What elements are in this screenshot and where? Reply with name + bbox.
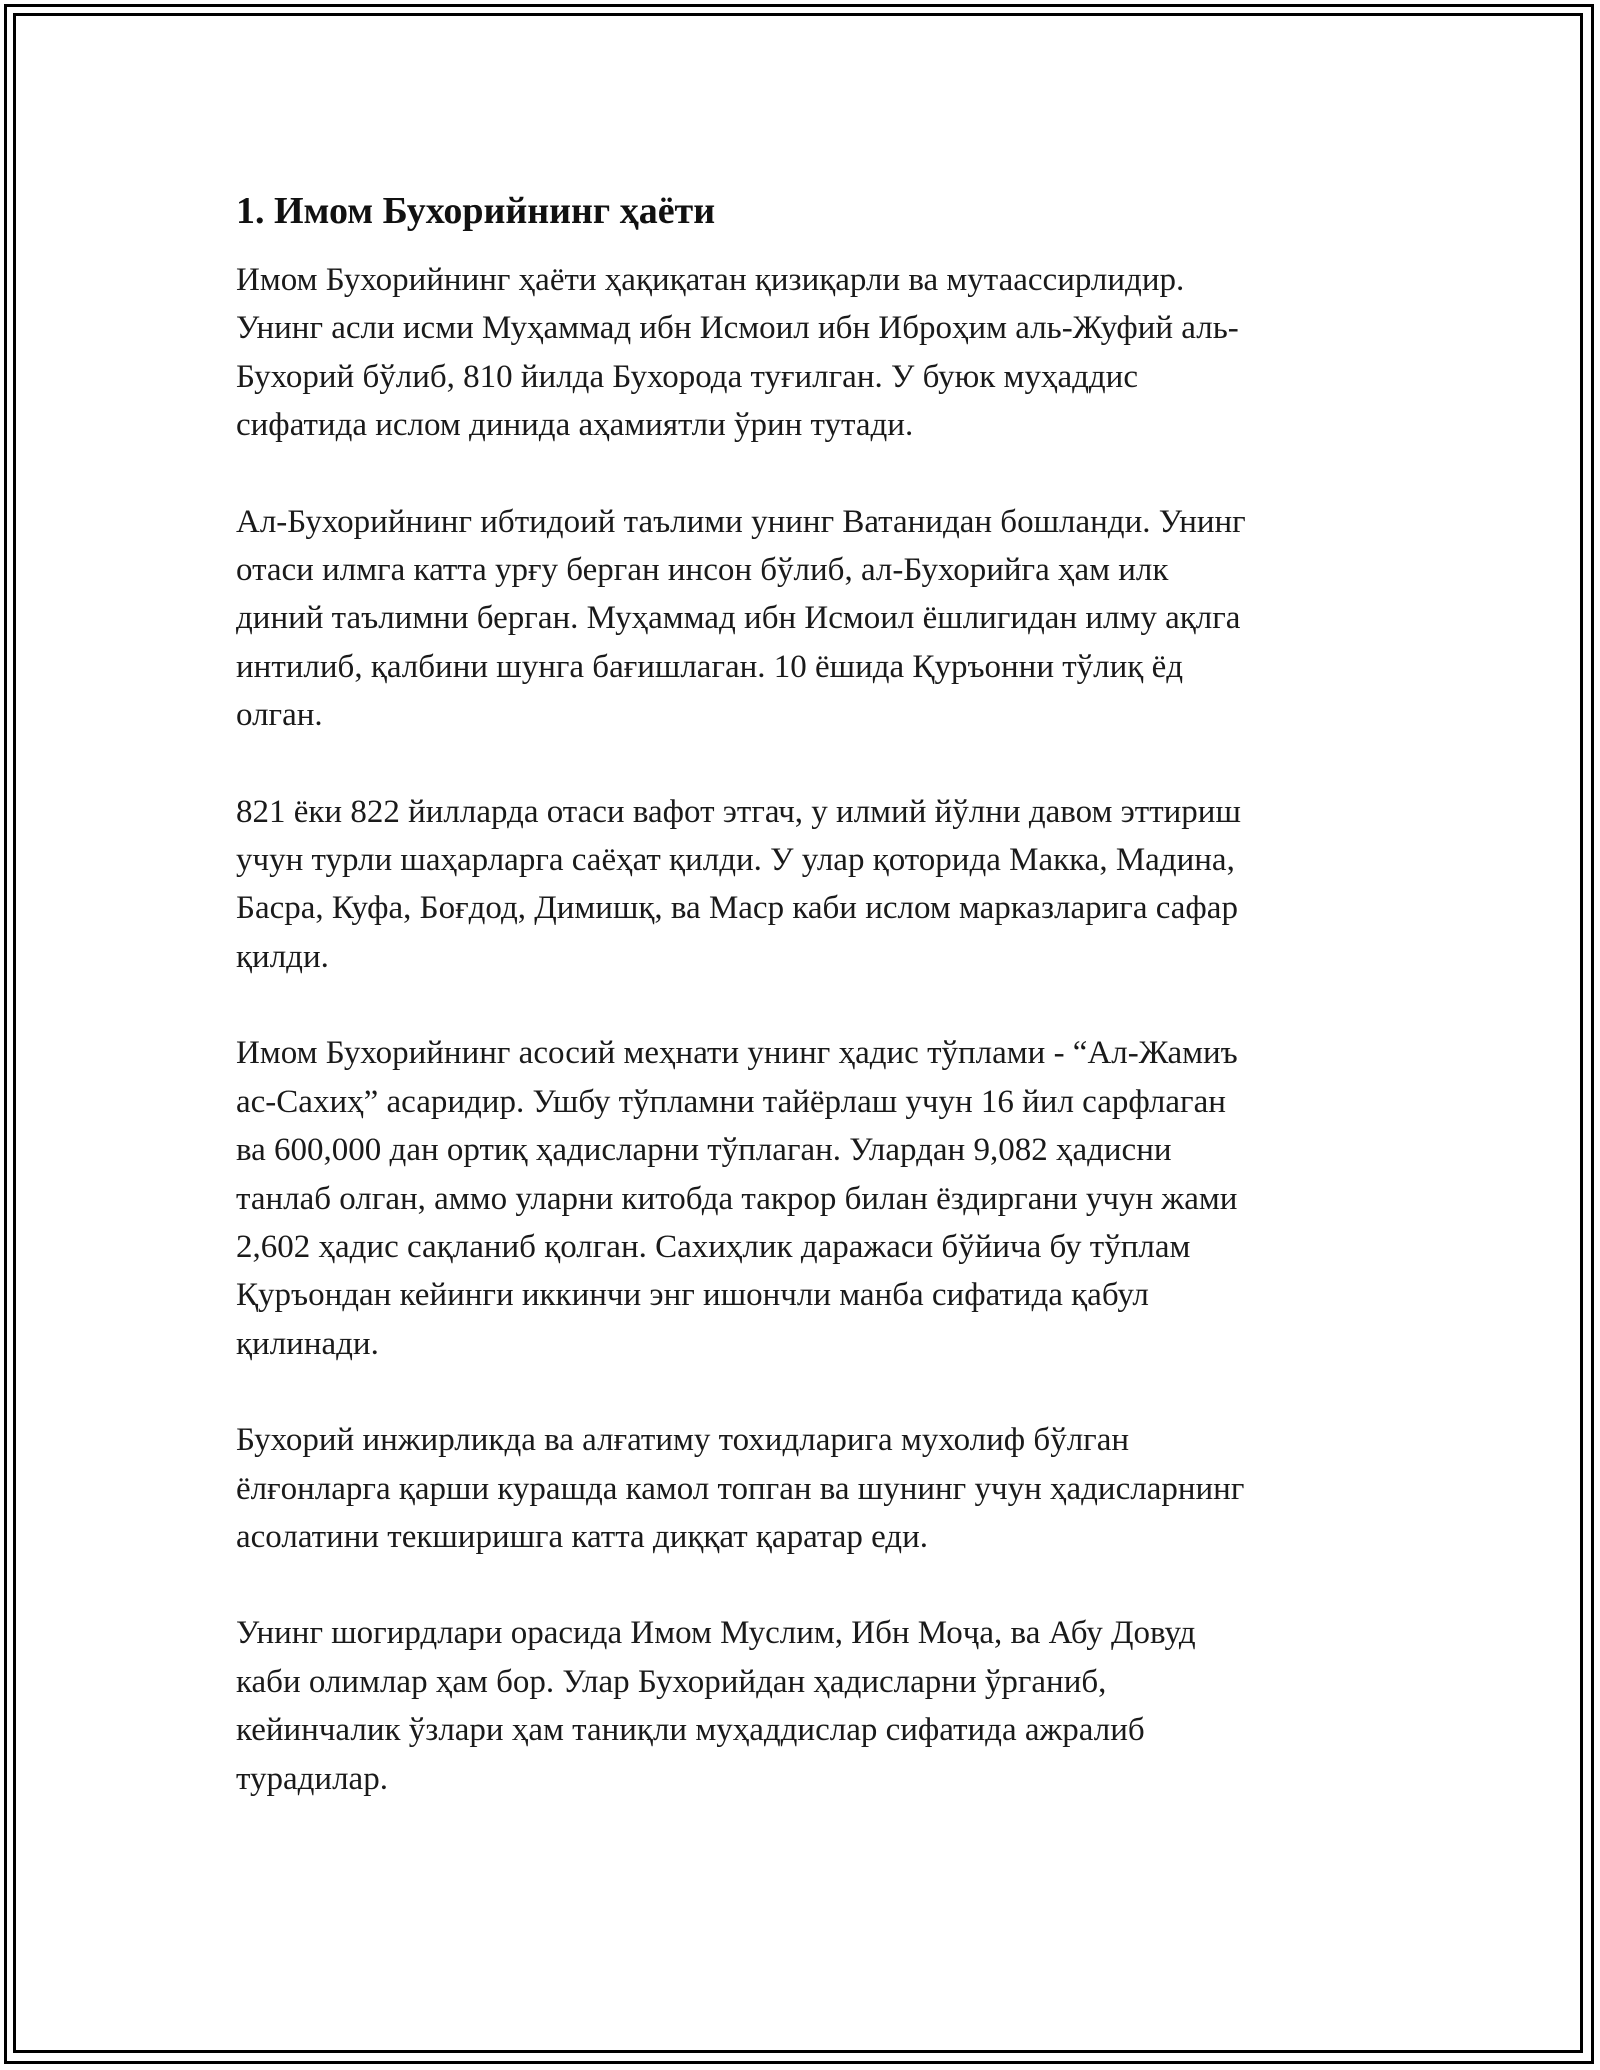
page-title: 1. Имом Бухорийнинг ҳаёти bbox=[236, 190, 716, 232]
paragraph-2: Ал-Бухорийнинг ибтидоий таълими унинг Ватанидан бошланди. Унинг отаси илмга катта урғу берган инсон бўлиб, ал-Бухорийга ҳам илк диний таълимни берган. Муҳаммад ибн Исмоил ёшлигидан илму ақлга интилиб, қалбини шунга бағишлаган. 10 ёшида Қуръонни тўлиқ ёд олган. bbox=[236, 503, 1246, 734]
paragraph-4: Имом Бухорийнинг асосий меҳнати унинг ҳадис тўплами - “Ал-Жамиъ ас-Сахиҳ” асаридир. Ушбу тўпламни тайёрлаш учун 16 йил сарфлаган ва 600,000 дан ортиқ ҳадисларни тўплаган. Улардан 9,082 ҳадисни танлаб олган, аммо уларни китобда такрор билан ёздиргани учун жами 2,602 ҳадис сақланиб қолган. Сахиҳлик даражаси бўйича бу тўплам Қуръондан кейинги иккинчи энг ишончли манба сифатида қабул қилинади. bbox=[236, 1035, 1238, 1362]
paragraph-6: Унинг шогирдлари орасида Имом Муслим, Ибн Моҷа, ва Абу Довуд каби олимлар ҳам бор. Улар Бухорийдан ҳадисларни ўрганиб, кейинчалик ўзлари ҳам таниқли муҳаддислар сифатида ажралиб турадилар. bbox=[236, 1615, 1196, 1797]
paragraph-3: 821 ёки 822 йилларда отаси вафот этгач, у илмий йўлни давом эттириш учун турли шаҳарларга саёҳат қилди. У улар қоторида Макка, Мадина, Басра, Куфа, Боғдод, Димишқ, ва Маср каби ислом марказларига сафар қилди. bbox=[236, 793, 1241, 975]
paragraph-5: Бухорий инжирликда ва алғатиму тохидларига мухолиф бўлган ёлғонларга қарши курашда камол топган ва шунинг учун ҳадисларнинг асолатини текширишга катта диққат қаратар еди. bbox=[236, 1422, 1245, 1555]
paragraph-1: Имом Бухорийнинг ҳаёти ҳақиқатан қизиқарли ва мутаассирлидир. Унинг асли исми Муҳаммад ибн Исмоил ибн Иброҳим аль-Жуфий аль- Бухорий бўлиб, 810 йилда Бухорода туғилган. У буюк муҳаддис сифатида ислом динида аҳамиятли ўрин тутади. bbox=[236, 262, 1239, 444]
document-body bbox=[236, 186, 1386, 1851]
